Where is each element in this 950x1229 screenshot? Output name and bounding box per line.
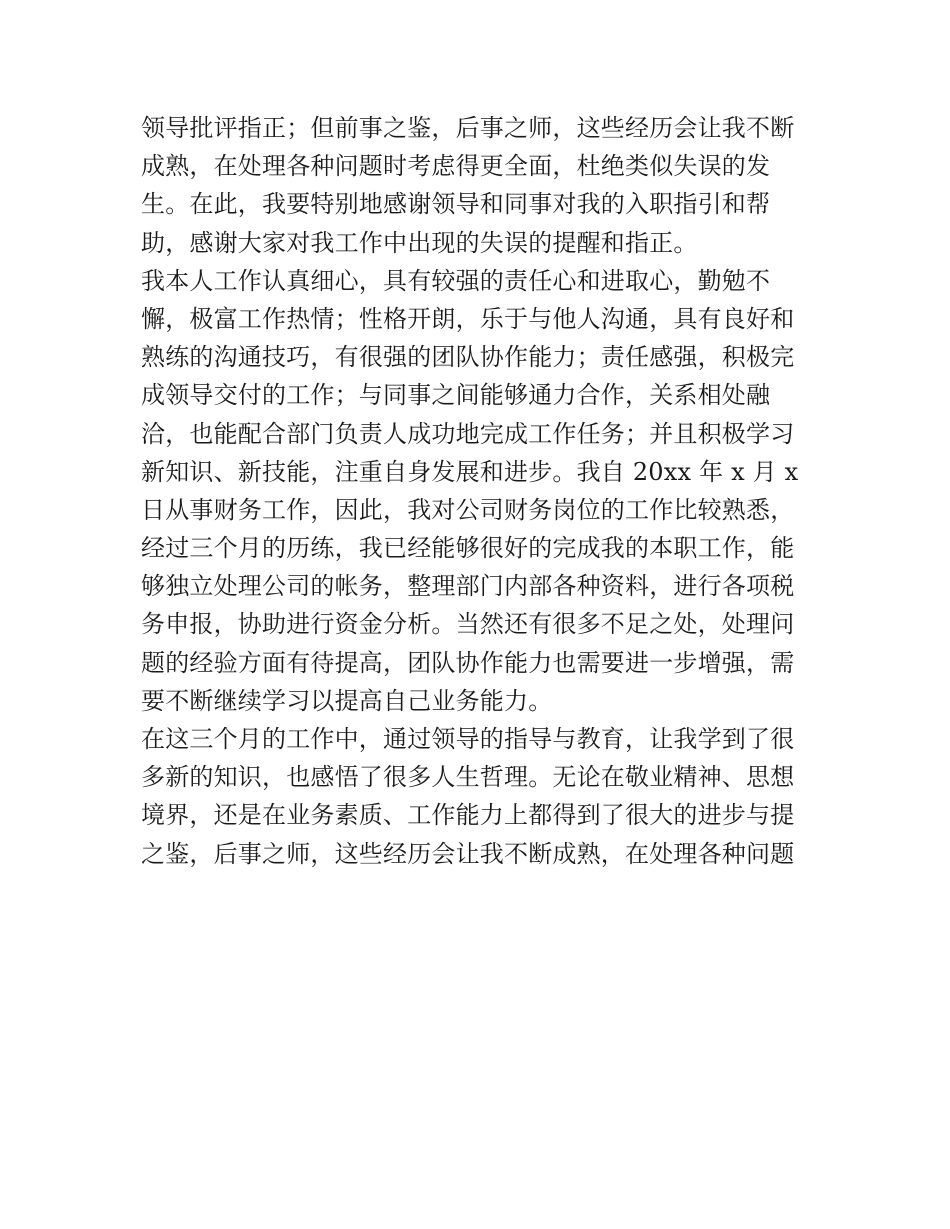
text-line: 境界，还是在业务素质、工作能力上都得到了很大的进步与提 [141,801,795,830]
text-line: 领导批评指正；但前事之鉴，后事之师，这些经历会让我不断 [141,114,795,142]
text-line: 经过三个月的历练，我已经能够很好的完成我的本职工作，能 [141,534,795,563]
text-line: 在这三个月的工作中，通过领导的指导与教育，让我学到了很 [141,725,795,753]
text-line: 我本人工作认真细心，具有较强的责任心和进取心，勤勉不 [141,266,771,295]
body-text [141,109,821,873]
text-line: 成熟，在处理各种问题时考虑得更全面，杜绝类似失误的发 [141,152,771,181]
text-line: 题的经验方面有待提高，团队协作能力也需要进一步增强，需 [141,648,795,677]
text-line: 洽，也能配合部门负责人成功地完成工作任务；并且积极学习 [141,419,795,448]
text-line: 新知识、新技能，注重自身发展和进步。我自 20xx 年 x 月 x [141,457,799,486]
text-line: 助，感谢大家对我工作中出现的失误的提醒和指正。 [141,228,698,257]
text-line: 多新的知识，也感悟了很多人生哲理。无论在敬业精神、思想 [141,763,795,792]
text-line: 生。在此，我要特别地感谢领导和同事对我的入职指引和帮 [141,190,771,219]
text-line: 要不断继续学习以提高自己业务能力。 [141,686,553,715]
text-line: 成领导交付的工作；与同事之间能够通力合作，关系相处融 [141,381,771,410]
text-line: 够独立处理公司的帐务，整理部门内部各种资料，进行各项税 [141,572,795,601]
text-line: 熟练的沟通技巧，有很强的团队协作能力；责任感强，积极完 [141,343,795,372]
text-line: 之鉴，后事之师，这些经历会让我不断成熟，在处理各种问题 [141,839,795,868]
text-line: 日从事财务工作，因此，我对公司财务岗位的工作比较熟悉， [141,495,795,524]
text-line: 务申报，协助进行资金分析。当然还有很多不足之处，处理问 [141,610,795,639]
text-line: 懈，极富工作热情；性格开朗，乐于与他人沟通，具有良好和 [141,304,795,333]
